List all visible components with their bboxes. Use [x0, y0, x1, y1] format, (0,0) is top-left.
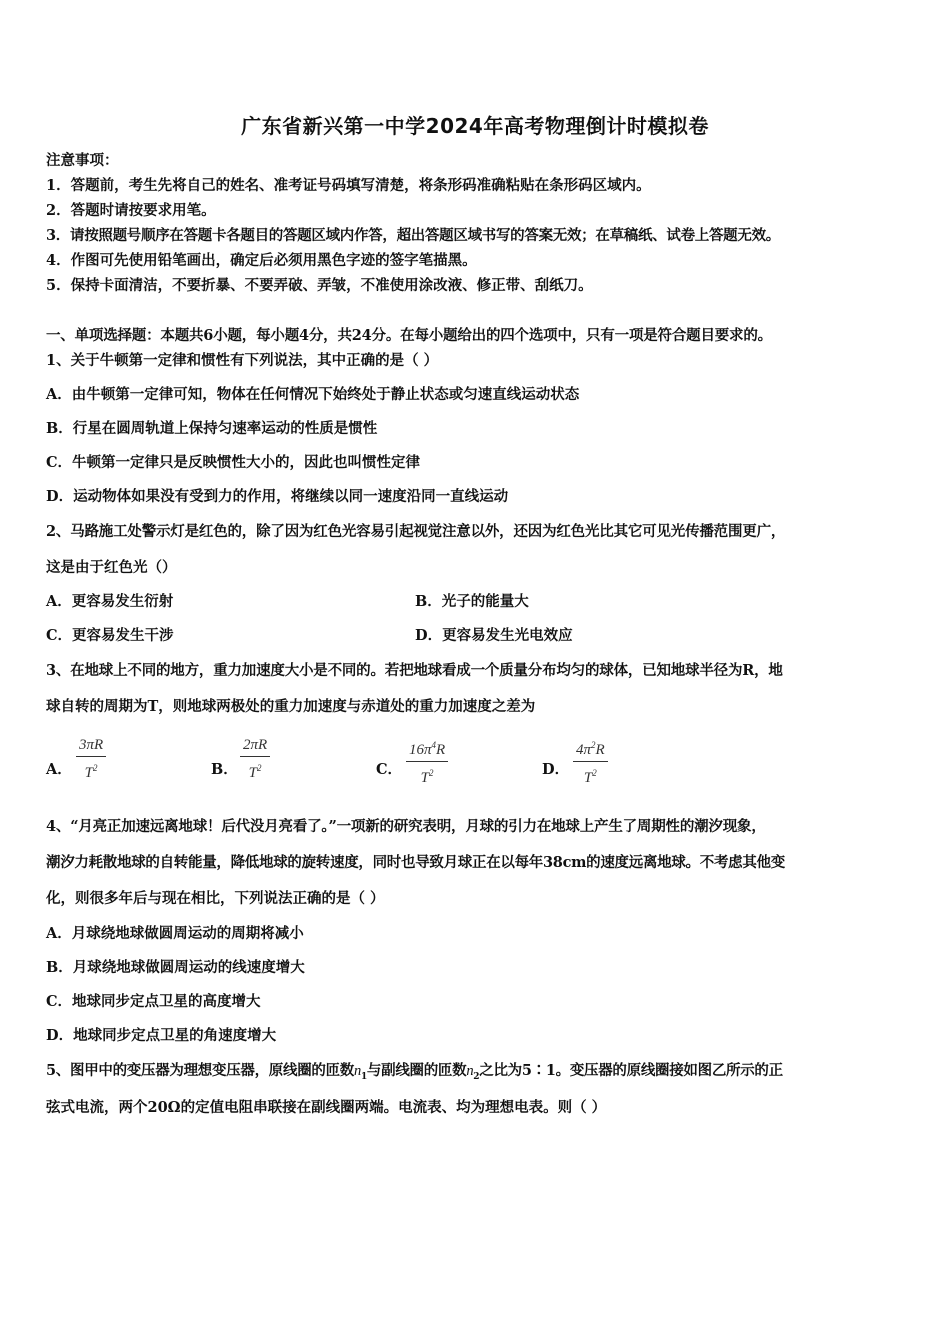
question-5-stem: 5、图甲中的变压器为理想变压器，原线圈的匝数$n_1$与副线圈的匝数$n_2$之比为5∶1。变压器的原线圈接如图乙所示的正: [46, 1062, 783, 1082]
notice-item: 5．保持卡面清洁，不要折暴、不要弄破、弄皱，不准使用涂改液、修正带、刮纸刀。: [46, 277, 593, 294]
question-3-option-d-formula: $4\pi^2R$ $T^2$: [573, 735, 608, 788]
notice-item: 4．作图可先使用铅笔画出，确定后必须用黑色字迹的签字笔描黑。: [46, 252, 477, 269]
question-2-option-d: D．更容易发生光电效应: [415, 627, 573, 644]
notice-item: 3．请按照题号顺序在答题卡各题目的答题区域内作答，超出答题区域书写的答案无效；在草稿纸、试卷上答题无效。: [46, 227, 780, 244]
question-2-stem-cont: 这是由于红色光（）: [46, 559, 177, 576]
question-4-option-c: C．地球同步定点卫星的高度增大: [46, 993, 261, 1010]
question-3-option-b-label: B．: [211, 761, 238, 778]
page-title: 广东省新兴第一中学2024年高考物理倒计时模拟卷: [241, 114, 709, 138]
question-3-option-b-formula: 2πR $T^2$: [240, 735, 270, 783]
question-4-option-d: D．地球同步定点卫星的角速度增大: [46, 1027, 277, 1044]
question-1-option-d: D．运动物体如果没有受到力的作用，将继续以同一速度沿同一直线运动: [46, 488, 509, 505]
question-4-option-a: A．月球绕地球做圆周运动的周期将减小: [46, 925, 304, 942]
question-1-stem: 1、关于牛顿第一定律和惯性有下列说法，其中正确的是（ ）: [46, 352, 439, 369]
question-4-stem-cont: 潮汐力耗散地球的自转能量，降低地球的旋转速度，同时也导致月球正在以每年38cm的速度远离地球。不考虑其他变: [46, 854, 785, 871]
question-2-option-b: B．光子的能量大: [415, 593, 529, 610]
question-1-option-b: B．行星在圆周轨道上保持匀速率运动的性质是惯性: [46, 420, 378, 437]
question-1-option-a: A．由牛顿第一定律可知，物体在任何情况下始终处于静止状态或匀速直线运动状态: [46, 386, 580, 403]
question-2-stem: 2、马路施工处警示灯是红色的，除了因为红色光容易引起视觉注意以外，还因为红色光比其它可见光传播范围更广，: [46, 523, 786, 540]
question-1-option-c: C．牛顿第一定律只是反映惯性大小的，因此也叫惯性定律: [46, 454, 421, 471]
question-5-stem-cont: 弦式电流，两个20Ω的定值电阻串联接在副线圈两端。电流表、均为理想电表。则（ ）: [46, 1099, 607, 1116]
section-heading: 一、单项选择题：本题共6小题，每小题4分，共24分。在每小题给出的四个选项中，只有一项是符合题目要求的。: [46, 327, 772, 344]
notice-heading: 注意事项：: [46, 152, 119, 169]
question-3-option-a-formula: 3πR $T^2$: [76, 735, 106, 783]
question-3-stem-cont: 球自转的周期为T，则地球两极处的重力加速度与赤道处的重力加速度之差为: [46, 698, 536, 715]
question-3-option-a-label: A．: [46, 761, 72, 778]
question-3-option-c-formula: $16\pi^4R$ $T^2$: [406, 735, 448, 788]
question-4-stem-cont2: 化，则很多年后与现在相比，下列说法正确的是（ ）: [46, 890, 385, 907]
question-3-option-c-label: C．: [376, 761, 403, 778]
question-3-stem: 3、在地球上不同的地方，重力加速度大小是不同的。若把地球看成一个质量分布均匀的球体，已知地球半径为R，地: [46, 662, 783, 679]
notice-item: 2．答题时请按要求用笔。: [46, 202, 216, 219]
question-4-option-b: B．月球绕地球做圆周运动的线速度增大: [46, 959, 305, 976]
question-2-option-a: A．更容易发生衍射: [46, 593, 174, 610]
question-3-option-d-label: D．: [542, 761, 570, 778]
notice-item: 1．答题前，考生先将自己的姓名、准考证号码填写清楚，将条形码准确粘贴在条形码区域内。: [46, 177, 651, 194]
question-2-option-c: C．更容易发生干涉: [46, 627, 174, 644]
question-4-stem: 4、“月亮正加速远离地球！后代没月亮看了。”一项新的研究表明，月球的引力在地球上产生了周期性的潮汐现象，: [46, 818, 766, 835]
